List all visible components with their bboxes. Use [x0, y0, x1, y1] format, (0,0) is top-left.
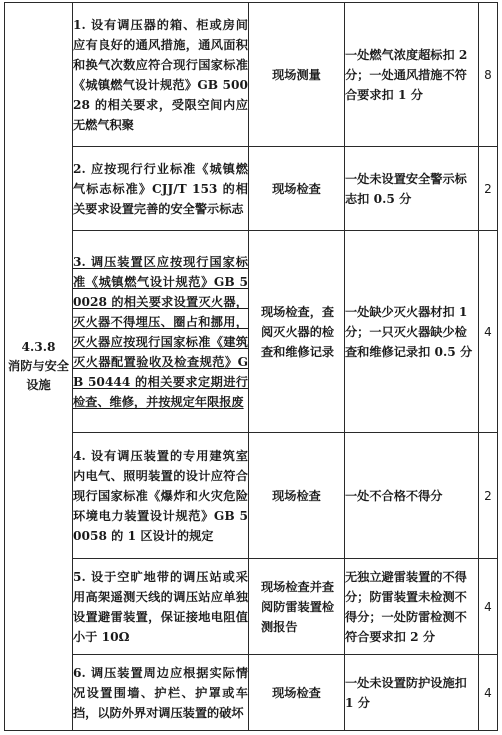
method-cell: 现场检查 [249, 433, 345, 559]
deduction-cell: 一处不合格不得分 [345, 433, 479, 559]
deduction-cell: 一处未设置防护设施扣 1 分 [345, 655, 479, 731]
requirement-cell: 5. 设于空旷地带的调压站或采用高架遥测天线的调压站应单独设置避雷装置，保证接地电阻值小于 10Ω [73, 559, 249, 655]
requirement-text-underlined: 3. 调压装置区应按现行国家标准《城镇燃气设计规范》GB 50028 的相关要求设置灭火器，灭火器不得埋压、圈占和挪用，灭火器应按现行国家标准《建筑灭火器配置验收及检查规范》GB 50444 的相关要求定期进行检查、维修，并按规定年限报废 [73, 254, 248, 409]
item-number: 4.3.8 [21, 340, 56, 354]
table-row [5, 231, 498, 433]
method-cell: 现场检查，查阅灭火器的检查和维修记录 [249, 231, 345, 433]
table-row [5, 559, 498, 655]
requirement-cell: 4. 设有调压装置的专用建筑室内电气、照明装置的设计应符合现行国家标准《爆炸和火灾危险环境电力装置设计规范》GB 50058 的 1 区设计的规定 [73, 433, 249, 559]
inspection-table [4, 2, 498, 731]
requirement-cell: 6. 调压装置周边应根据实际情况设置围墙、护栏、护罩或车挡，以防外界对调压装置的破坏 [73, 655, 249, 731]
method-cell: 现场检查 [249, 655, 345, 731]
score-cell: 4 [479, 559, 498, 655]
score-cell: 8 [479, 3, 498, 147]
item-cell [5, 3, 73, 731]
item-title-line1: 消防与安全 [8, 359, 69, 373]
item-title-line2: 设施 [26, 378, 51, 392]
method-cell: 现场检查并查阅防雷装置检测报告 [249, 559, 345, 655]
deduction-cell: 无独立避雷装置的不得分；防雷装置未检测不得分；一处防雷检测不符合要求扣 2 分 [345, 559, 479, 655]
score-cell: 2 [479, 147, 498, 231]
table-row [5, 147, 498, 231]
method-cell: 现场检查 [249, 147, 345, 231]
requirement-cell [73, 231, 249, 433]
deduction-cell: 一处缺少灭火器材扣 1 分；一只灭火器缺少检查和维修记录扣 0.5 分 [345, 231, 479, 433]
score-cell: 4 [479, 655, 498, 731]
table-row [5, 655, 498, 731]
deduction-cell: 一处未设置安全警示标志扣 0.5 分 [345, 147, 479, 231]
score-cell: 2 [479, 433, 498, 559]
method-cell: 现场测量 [249, 3, 345, 147]
requirement-cell: 1. 设有调压器的箱、柜或房间应有良好的通风措施，通风面积和换气次数应符合现行国家标准《城镇燃气设计规范》GB 50028 的相关要求，受限空间内应无燃气积聚 [73, 3, 249, 147]
deduction-cell: 一处燃气浓度超标扣 2 分；一处通风措施不符合要求扣 1 分 [345, 3, 479, 147]
requirement-cell: 2. 应按现行行业标准《城镇燃气标志标准》CJJ/T 153 的相关要求设置完善的安全警示标志 [73, 147, 249, 231]
score-cell: 4 [479, 231, 498, 433]
table-row [5, 433, 498, 559]
table-row [5, 3, 498, 147]
